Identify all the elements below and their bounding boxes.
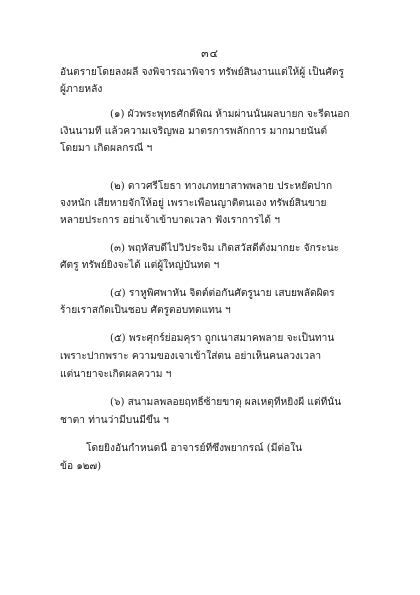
text-line: ศัตรู ทรัพย์ยิ่งจะได้ แต่ผู้ใหญ่บันทด ฯ bbox=[60, 260, 220, 271]
text-line: หลายประการ อย่าเจ้าเข้าบาดเวลา ฟังเราการได้ ฯ bbox=[60, 215, 280, 226]
text-line: (๓) พฤหัสบดีไปวิประจิม เกิดสวัสดีตั้งมากยะ จักระนะ bbox=[110, 243, 340, 254]
text-line: (๑) ผัวพระพุทธศักดิ์พิณ ห้ามผ่านนั้นผลบายก จะรีดนอก bbox=[110, 109, 350, 120]
text-line: เพราะปากพราะ ความของเจาเข้าใส่ตน อย่าเห็นคนลวงเวลา bbox=[60, 351, 322, 362]
text-line: จงหนัก เสียหายจักให้อยู่ เพราะเพื่อนญาติตนเอง ทรัพย์สินขาย bbox=[60, 198, 327, 209]
text-line: อันตรายโดยลงผลี จงพิจารณาพิจาร ทรัพย์สินงานแต่ให้ผู้ เป็นศัตรู bbox=[60, 67, 344, 78]
text-line: ร้ายเราสกัดเป็นชอบ ศัตรูตอบทดแทน ฯ bbox=[60, 305, 231, 316]
text-line: แต่นายาจะเกิดผลความ ฯ bbox=[60, 369, 172, 380]
text-line: โดยมา เกิดผลกรณี ฯ bbox=[60, 143, 153, 154]
text-line: (๕) พระศุกร์ย่อมคุรา ถูกเนาสมาคพลาย จะเป็นทาน bbox=[110, 333, 335, 344]
text-line: โดยยิ่งอันกำหนดนี้ อาจารย์ที่ซึ่งพยากรณ์ (มีต่อใน bbox=[86, 443, 303, 454]
text-line: (๖) สนามลพลอยฤทธิ์ซ้ายขาตุ ผลเหตุที่หยิ่งผี แต่ที่นั้น bbox=[110, 397, 342, 408]
page-number: ๓๔ bbox=[201, 47, 219, 60]
text-line: ข้อ ๑๒๗) bbox=[60, 461, 102, 472]
text-line: (๒) ดาวศรีโยธา ทางเภทยาสาพพลาย ประหยัดปาก bbox=[110, 181, 333, 192]
text-line: ผู้ภายหลัง bbox=[60, 84, 103, 95]
text-line: (๔) ราหูพิศพาหัน จิตต์ต่อกันศัตรูนาย เสบยพลัดผิดร bbox=[110, 288, 335, 299]
text-line: เงินนามที่ แล้วความเจริญพอ มาตรการพลักการ มากมายนันต์ bbox=[60, 126, 328, 137]
text-line: ชาตา ท่านว่ามีบนมีขึ้น ฯ bbox=[60, 415, 169, 426]
